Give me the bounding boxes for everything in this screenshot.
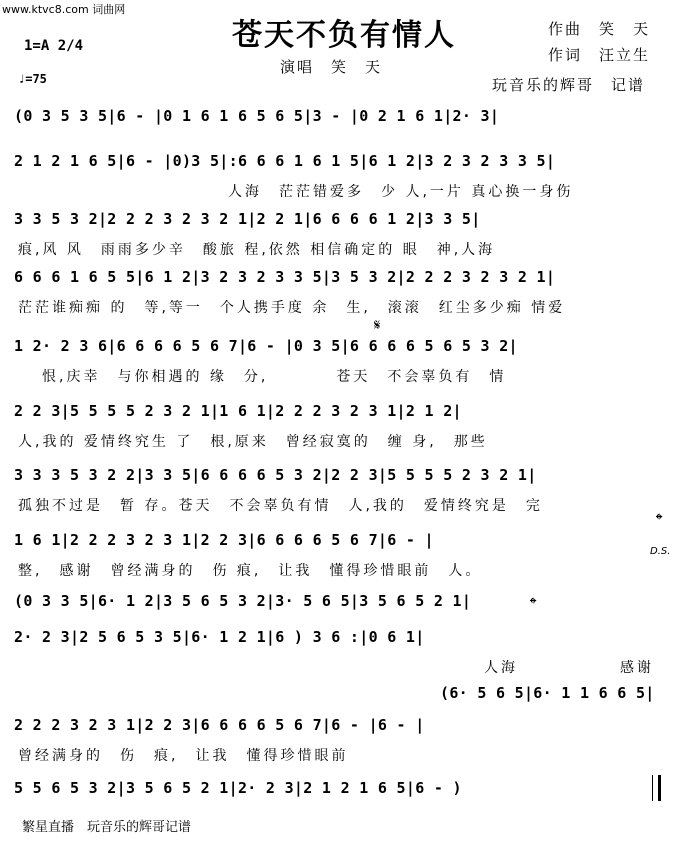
- score-line-4: 6 6 6 1 6 5 5|6 1 2|3 2 3 2 3 3 5|3 5 3 2|2 2 2 3 2 3 2 1|: [14, 268, 556, 286]
- score-line-8: 1 6 1|2 2 2 3 2 3 1|2 2 3|6 6 6 6 5 6 7|6 - |: [14, 531, 434, 549]
- score-line-2: 2 1 2 1 6 5|6 - |0)3 5|:6 6 6 1 6 1 5|6 1 2|3 2 3 2 3 3 5|: [14, 152, 556, 170]
- lyric-line-10: 人海 感谢: [484, 660, 654, 676]
- final-barline-thin: [652, 775, 653, 801]
- footer-credit: 繁星直播 玩音乐的辉哥记谱: [22, 820, 192, 835]
- lyric-line-4: 茫茫谁痴痴 的 等,等一 个人携手度 余 生, 滚滚 红尘多少痴 情爱: [18, 300, 566, 316]
- score-line-7: 3 3 3 5 3 2 2|3 3 5|6 6 6 6 5 3 2|2 2 3|5 5 5 5 2 3 2 1|: [14, 466, 537, 484]
- lyricist-credit: 作词 汪立生: [548, 46, 651, 64]
- lyric-line-5: 恨,庆幸 与你相遇的 缘 分, 苍天 不会辜负有 情: [42, 369, 507, 385]
- coda-sign-2: 𝄌: [530, 594, 537, 615]
- composer-credit: 作曲 笑 天: [548, 20, 651, 38]
- score-line-9: (0 3 3 5|6· 1 2|3 5 6 5 3 2|3· 5 6 5|3 5 6 5 2 1|: [14, 592, 472, 610]
- singer-credit: 演唱 笑 天: [280, 58, 383, 76]
- score-line-12: 2 2 2 3 2 3 1|2 2 3|6 6 6 6 5 6 7|6 - |6 - |: [14, 716, 425, 734]
- score-line-11: (6· 5 6 5|6· 1 1 6 6 5|: [440, 684, 655, 702]
- song-title: 苍天不负有情人: [232, 18, 456, 53]
- lyric-line-3: 痕,风 风 雨雨多少辛 酸旅 程,依然 相信确定的 眼 神,人海: [18, 242, 496, 258]
- transcriber-credit: 玩音乐的辉哥 记谱: [492, 76, 646, 94]
- lyric-line-2: 人海 茫茫错爱多 少 人,一片 真心换一身伤: [228, 184, 574, 200]
- lyric-line-7: 孤独不过是 暂 存。苍天 不会辜负有情 人,我的 爱情终究是 完: [18, 498, 543, 514]
- site-watermark: www.ktvc8.com 词曲网: [2, 3, 126, 16]
- lyric-line-6: 人,我的 爱情终究生 了 根,原来 曾经寂寞的 缠 身, 那些: [18, 434, 488, 450]
- segno-sign: 𝄋: [374, 316, 381, 334]
- score-line-1: (0 3 5 3 5|6 - |0 1 6 1 6 5 6 5|3 - |0 2 1 6 1|2· 3|: [14, 107, 500, 125]
- score-line-3: 3 3 5 3 2|2 2 2 3 2 3 2 1|2 2 1|6 6 6 6 1 2|3 3 5|: [14, 210, 481, 228]
- score-line-10: 2· 2 3|2 5 6 5 3 5|6· 1 2 1|6 ) 3 6 :|0 6 1|: [14, 628, 425, 646]
- lyric-line-12: 曾经满身的 伤 痕, 让我 懂得珍惜眼前: [18, 748, 349, 764]
- score-line-6: 2 2 3|5 5 5 5 2 3 2 1|1 6 1|2 2 2 3 2 3 1|2 1 2|: [14, 402, 462, 420]
- final-barline-thick: [658, 775, 661, 801]
- tempo-marking: ♩=75: [18, 72, 47, 86]
- coda-sign-1: 𝄌: [656, 510, 663, 531]
- ds-marking: D.S.: [650, 546, 671, 557]
- lyric-line-8: 整, 感谢 曾经满身的 伤 痕, 让我 懂得珍惜眼前 人。: [18, 563, 483, 579]
- key-signature: 1=A 2/4: [24, 38, 84, 54]
- score-line-5: 1 2· 2 3 6|6 6 6 6 5 6 7|6 - |0 3 5|6 6 6 6 5 6 5 3 2|: [14, 337, 518, 355]
- score-line-13: 5 5 6 5 3 2|3 5 6 5 2 1|2· 2 3|2 1 2 1 6 5|6 - ): [14, 779, 462, 797]
